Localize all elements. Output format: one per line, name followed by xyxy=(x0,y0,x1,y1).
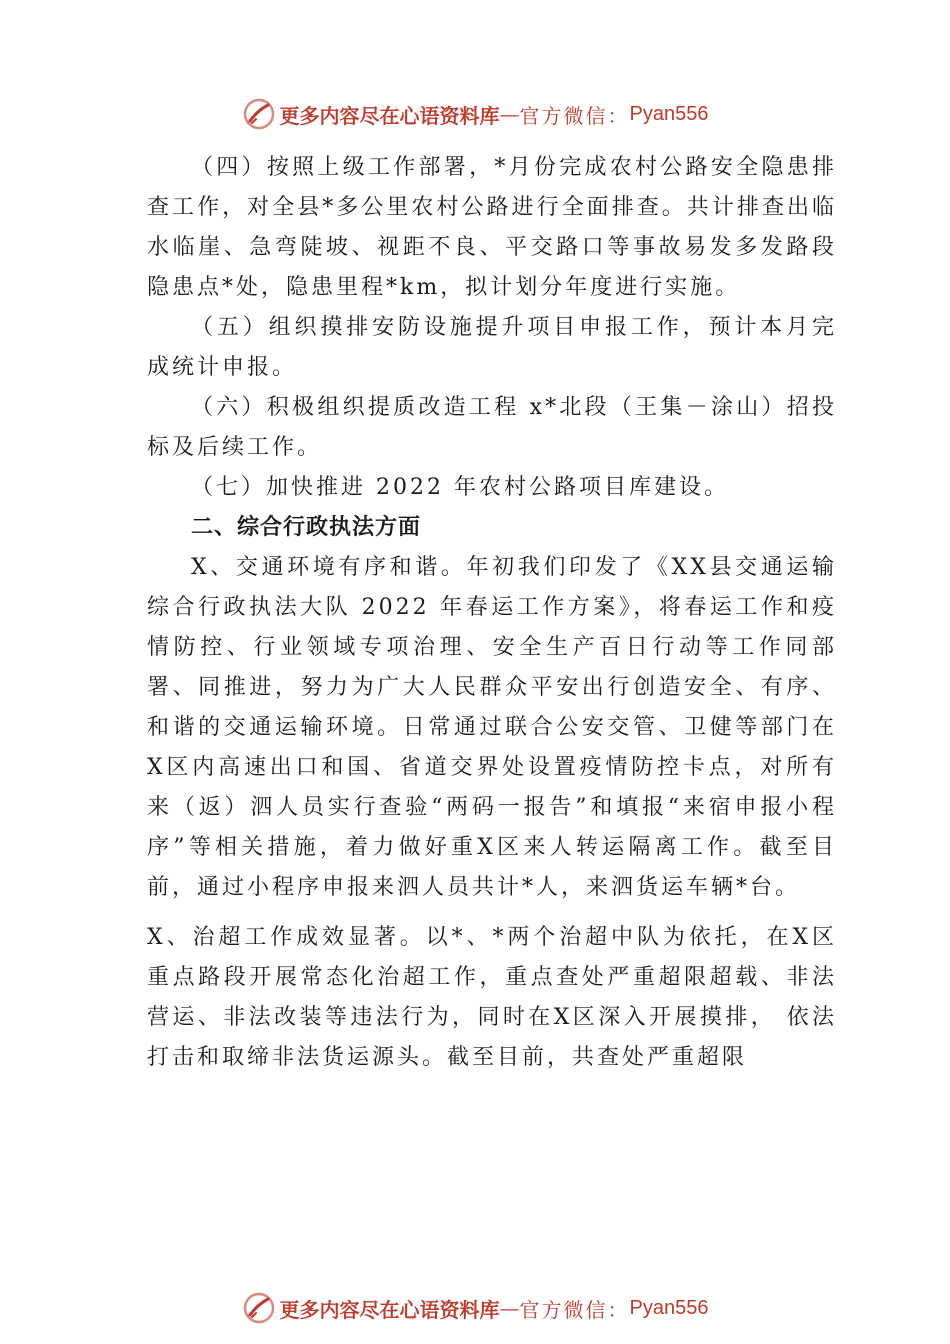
paragraph-item-4: （四）按照上级工作部署，*月份完成农村公路安全隐患排查工作，对全县*多公里农村公路进行全面排查。共计排查出临水临崖、急弯陡坡、视距不良、平交路口等事故易发多发路段隐患点*处，隐患里程*km，拟计划分年度进行实施。 xyxy=(147,155,837,300)
watermark-wechat-label: 官方微信： xyxy=(519,1297,630,1322)
paragraph-item-5: （五）组织摸排安防设施提升项目申报工作，预计本月完成统计申报。 xyxy=(147,315,837,380)
brush-logo-icon xyxy=(242,1291,276,1325)
watermark-brand: 更多内容尽在心语资料库 xyxy=(279,103,500,128)
paragraph-item-6: （六）积极组织提质改造工程 x*北段（王集－涂山）招投标及后续工作。 xyxy=(147,395,837,460)
document-body xyxy=(147,148,837,1078)
paragraph-gap xyxy=(147,908,837,918)
watermark-handle: Pyan556 xyxy=(629,1296,709,1319)
brush-logo-icon xyxy=(242,97,276,131)
header-watermark xyxy=(0,94,950,134)
watermark-brand: 更多内容尽在心语资料库 xyxy=(279,1297,500,1322)
watermark-handle: Pyan556 xyxy=(629,102,709,125)
section-heading: 二、综合行政执法方面 xyxy=(191,515,422,540)
paragraph-traffic-environment: X、交通环境有序和谐。年初我们印发了《XX县交通运输综合行政执法大队 2022 年春运工作方案》，将春运工作和疫情防控、行业领域专项治理、安全生产百日行动等工作同部署、同推进，努力为广大人民群众平安出行创造安全、有序、和谐的交通运输环境。日常通过联合公安交管、卫健等部门在X区内高速出口和国、省道交界处设置疫情防控卡点，对所有来（返）泗人员实行查验“两码一报告”和填报“来宿申报小程序”等相关措施，着力做好重X区来人转运隔离工作。截至目前，通过小程序申报来泗人员共计*人，来泗货运车辆*台。 xyxy=(147,555,837,900)
watermark-dash: — xyxy=(499,102,520,126)
watermark-wechat-label: 官方微信： xyxy=(519,103,630,128)
paragraph-item-7: （七）加快推进 2022 年农村公路项目库建设。 xyxy=(191,475,729,500)
footer-watermark xyxy=(0,1288,950,1328)
watermark-dash: — xyxy=(499,1296,520,1320)
paragraph-overload-control: X、治超工作成效显著。以*、*两个治超中队为依托，在X区重点路段开展常态化治超工作，重点查处严重超限超载、非法营运、非法改装等违法行为，同时在X区深入开展摸排， 依法打击和取缔非法货运源头。截至目前，共查处严重超限 xyxy=(147,925,837,1070)
